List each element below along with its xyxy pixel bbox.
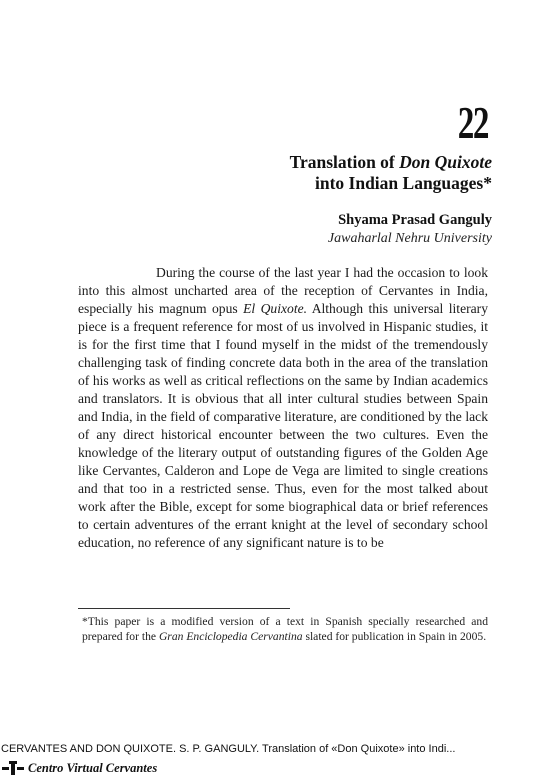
title-line2: into Indian Languages* — [314, 173, 492, 193]
body-text-part2: Although this universal literary piece is a frequent reference for most of us involved in Hispanic studies, it is for the first time that I found myself in the midst of the tremendously challenging task of finding concrete data both in the area of the translation of his works as well as critical reflections on the same by Indian academics and translators. It is obvious that all inter cultural studies between Spain and India, in the field of comparative literature, are conditioned by the lack of any direct historical encounter between the two cultures. Even the knowledge of the literary output of outstanding figures of the Golden Age like Cervantes, Calderon and Lope de Vega are limited to single creations and that too in a restricted sense. Thus, even for the most talked about work after the Bible, except for some biographical data or brief references to certain adventures of the errant knight at the level of secondary school education, no reference of any significant nature is to be — [78, 301, 488, 550]
source-name: Centro Virtual Cervantes — [28, 760, 158, 775]
title-prefix: Translation of — [289, 152, 400, 172]
body-paragraph — [78, 264, 488, 552]
footnote-part2: slated for publication in Spain in 2005. — [302, 629, 487, 643]
cvc-logo-icon — [2, 761, 24, 775]
footnote-italic: Gran Enciclopedia Cervantina — [158, 629, 303, 643]
footnote-part1: *This paper is a modified version of a text in Spanish specially researched and prepared for the — [82, 615, 488, 643]
author-name: Shyama Prasad Ganguly — [338, 212, 492, 228]
cvc-branding[interactable] — [2, 760, 157, 776]
body-italic-title: El Quixote. — [243, 301, 308, 316]
chapter-title — [290, 152, 492, 194]
footer-citation: CERVANTES AND DON QUIXOTE. S. P. GANGULY. Translation of «Don Quixote» into Indi... — [1, 743, 456, 755]
footnote — [82, 615, 488, 644]
chapter-number: 22 — [457, 97, 488, 148]
author-affiliation: Jawaharlal Nehru University — [327, 231, 492, 246]
title-italic: Don Quixote — [399, 152, 492, 172]
footnote-rule — [78, 608, 290, 609]
body-text-part1: During the course of the last year I had the occasion to look into this almost uncharted area of the reception of Cervantes in India, especially his magnum opus — [78, 265, 488, 316]
